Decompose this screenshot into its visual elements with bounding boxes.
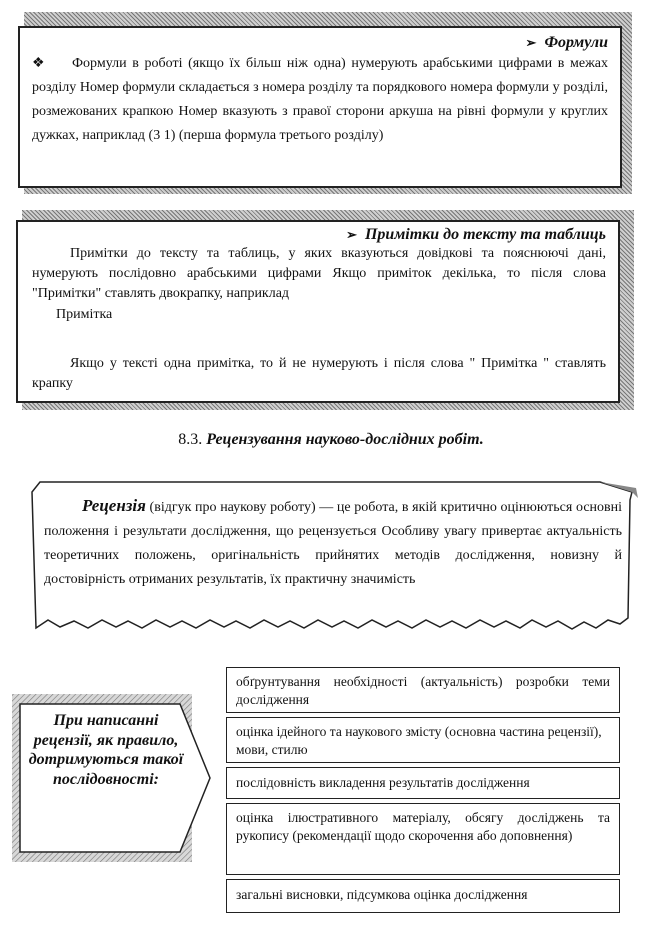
sequence-item: оцінка ідейного та наукового змісту (основна частина рецензії), мови, стилю bbox=[226, 717, 620, 763]
notes-example-word: Примітка bbox=[56, 307, 113, 322]
notes-heading: ➢ Примітки до тексту та таблиць bbox=[346, 226, 606, 243]
diamond-bullet-icon: ❖ bbox=[32, 56, 45, 71]
section-title: 8.3. Рецензування науково-дослідних робіт. bbox=[178, 431, 484, 448]
notes-text-2: Якщо у тексті одна примітка, то й не нумерують і після слова " Примітка " ставлять крапку bbox=[32, 356, 606, 391]
review-text: Рецензія (відгук про наукову роботу) — це робота, в якій критично оцінюються основні положення і результати дослідження, що рецензується Особливу увагу привертає актуальність теоретичних положень, оригінальність прийнятих методів дослідження, новизну й достовірність отриманих результатів, їх практичну значимість bbox=[44, 496, 623, 587]
arrow-bullet-icon: ➢ bbox=[346, 227, 357, 242]
formulas-heading: ➢ Формули bbox=[525, 34, 608, 51]
arrow-bullet-icon: ➢ bbox=[525, 35, 537, 50]
sequence-item: обґрунтування необхідності (актуальність) розробки теми дослідження bbox=[226, 667, 620, 713]
review-term: Рецензія bbox=[82, 496, 146, 515]
notes-text: Примітки до тексту та таблиць, у яких вказуються довідкові та пояснюючі дані, нумерують послідовно арабськими цифрами Якщо приміток декілька, то після слова "Примітки" ставлять двокрапку, наприклад bbox=[32, 246, 606, 301]
formulas-text: ❖ Формули в роботі (якщо їх більш ніж одна) нумерують арабськими цифрами в межах розділу Номер формули складається з номера розділу та порядкового номера формули у розділі, розмежованих крапкою Номер вказують з правої сторони аркуша на рівні формули у круглих дужках, наприклад (3 1) (перша формула третього розділу) bbox=[32, 52, 608, 148]
sequence-item: оцінка ілюстративного матеріалу, обсягу досліджень та рукопису (рекомендації щодо скорочення або доповнення) bbox=[226, 803, 620, 875]
sequence-item: послідовність викладення результатів дослідження bbox=[226, 767, 620, 799]
sequence-item: загальні висновки, підсумкова оцінка дослідження bbox=[226, 879, 620, 913]
sequence-label: При написанні рецензії, як правило, дотримуються такої послідовності: bbox=[28, 712, 184, 788]
